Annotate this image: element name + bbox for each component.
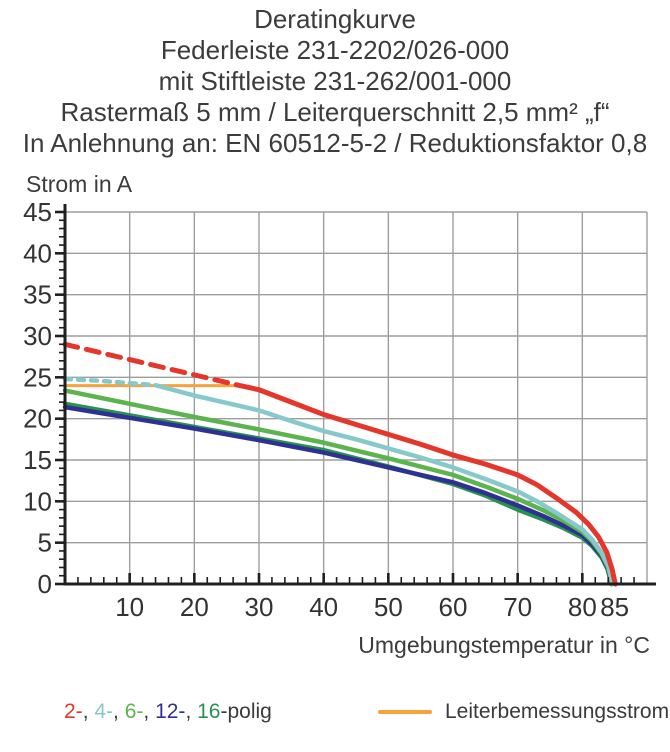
y-tick-label: 45 <box>23 197 52 227</box>
y-tick-label: 0 <box>37 569 52 599</box>
curve-4-polig <box>156 385 613 584</box>
x-axis-title: Umgebungstemperatur in °C <box>358 632 650 658</box>
x-tick-label: 40 <box>309 592 339 622</box>
legend-row <box>0 694 670 734</box>
legend-pole-12polig: 12- <box>155 700 186 723</box>
y-tick-label: 15 <box>23 445 52 475</box>
y-tick-label: 40 <box>23 238 52 269</box>
derating-chart <box>0 166 670 671</box>
x-tick-label: 10 <box>115 592 145 622</box>
x-tick-label: 60 <box>438 592 468 622</box>
rated-current-legend <box>378 700 669 724</box>
x-tick-label: 85 <box>600 592 630 622</box>
y-tick-label: 25 <box>23 362 52 393</box>
y-tick-label: 30 <box>23 321 52 351</box>
chart-title-block <box>0 4 670 159</box>
y-axis-title: Strom in A <box>26 171 133 197</box>
title-line-5: In Anlehnung an: EN 60512-5-2 / Reduktionsfaktor 0,8 <box>22 128 648 158</box>
y-tick-label: 35 <box>23 279 52 310</box>
x-tick-label: 20 <box>179 592 209 622</box>
poles-legend: 2-, 4-, 6-, 12-, 16-polig <box>64 700 272 723</box>
y-tick-label: 10 <box>23 486 52 517</box>
curve-16-polig <box>65 404 611 584</box>
title-line-3: mit Stiftleiste 231-262/001-000 <box>158 66 512 96</box>
title-line-2: Federleiste 231-2202/026-000 <box>160 35 510 65</box>
chart-series <box>65 344 615 584</box>
x-tick-label: 80 <box>567 592 597 622</box>
chart-tick-labels <box>23 197 629 622</box>
rated-current-line-swatch <box>378 710 432 714</box>
x-tick-label: 70 <box>503 592 533 622</box>
rated-current-label: Leiterbemessungsstrom <box>445 700 670 723</box>
curve-2-polig <box>236 385 615 584</box>
legend-pole-4polig: 4- <box>94 700 114 723</box>
legend-pole-6polig: 6- <box>124 700 144 723</box>
title-line-1: Deratingkurve <box>254 4 416 34</box>
x-tick-label: 30 <box>244 592 274 622</box>
y-tick-label: 5 <box>37 527 52 558</box>
title-line-4: Rastermaß 5 mm / Leiterquerschnitt 2,5 mm² „f“ <box>60 97 610 127</box>
y-tick-label: 20 <box>23 403 52 434</box>
x-tick-label: 50 <box>373 592 403 622</box>
legend-pole-2polig: 2- <box>64 700 83 723</box>
legend-pole-16polig: 16 <box>197 700 221 723</box>
